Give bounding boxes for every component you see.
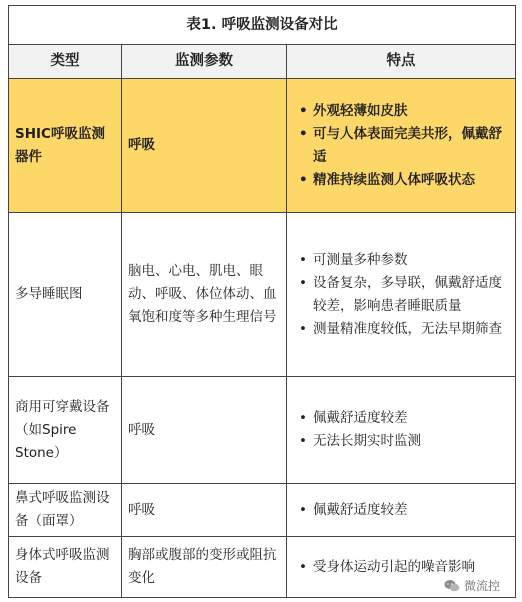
features-cell [287, 484, 516, 537]
features-list [293, 100, 509, 192]
watermark-text: 微流控 [463, 579, 500, 593]
features-list [293, 407, 509, 453]
table-row [9, 213, 516, 377]
type-cell: 商用可穿戴设备（如Spire Stone） [9, 377, 122, 484]
table-row [9, 484, 516, 537]
table-row [9, 79, 516, 213]
feature-item: • 可测量多种参数 [313, 249, 509, 272]
header-type: 类型 [9, 45, 122, 79]
features-cell [287, 79, 516, 213]
table-row [9, 377, 516, 484]
feature-item: • 可与人体表面完美共形，佩戴舒适 [313, 123, 509, 169]
feature-item: • 外观轻薄如皮肤 [313, 100, 509, 123]
table-title: 表1. 呼吸监测设备对比 [9, 6, 516, 45]
header-features: 特点 [287, 45, 516, 79]
feature-item: • 受身体运动引起的噪音影响 [313, 556, 509, 579]
features-list [293, 249, 509, 341]
params-cell: 胸部或腹部的变形或阻抗变化 [122, 537, 287, 598]
feature-item: • 测量精准度较低，无法早期筛查 [313, 318, 509, 341]
wechat-icon [444, 579, 460, 593]
feature-item: • 无法长期实时监测 [313, 430, 509, 453]
params-cell: 呼吸 [122, 79, 287, 213]
header-params: 监测参数 [122, 45, 287, 79]
features-cell [287, 377, 516, 484]
features-list [293, 556, 509, 579]
watermark [444, 577, 500, 594]
type-cell: SHIC呼吸监测器件 [9, 79, 122, 213]
type-cell: 鼻式呼吸监测设备（面罩） [9, 484, 122, 537]
feature-item: • 佩戴舒适度较差 [313, 407, 509, 430]
type-cell: 多导睡眠图 [9, 213, 122, 377]
type-cell: 身体式呼吸监测设备 [9, 537, 122, 598]
features-cell [287, 213, 516, 377]
feature-item: • 精准持续监测人体呼吸状态 [313, 169, 509, 192]
feature-item: • 设备复杂，多导联，佩戴舒适度较差，影响患者睡眠质量 [313, 272, 509, 318]
comparison-table [8, 5, 516, 598]
params-cell: 呼吸 [122, 484, 287, 537]
params-cell: 呼吸 [122, 377, 287, 484]
table-row [9, 537, 516, 598]
feature-item: • 佩戴舒适度较差 [313, 499, 509, 522]
params-cell: 脑电、心电、肌电、眼动、呼吸、体位体动、血氧饱和度等多种生理信号 [122, 213, 287, 377]
features-list [293, 499, 509, 522]
